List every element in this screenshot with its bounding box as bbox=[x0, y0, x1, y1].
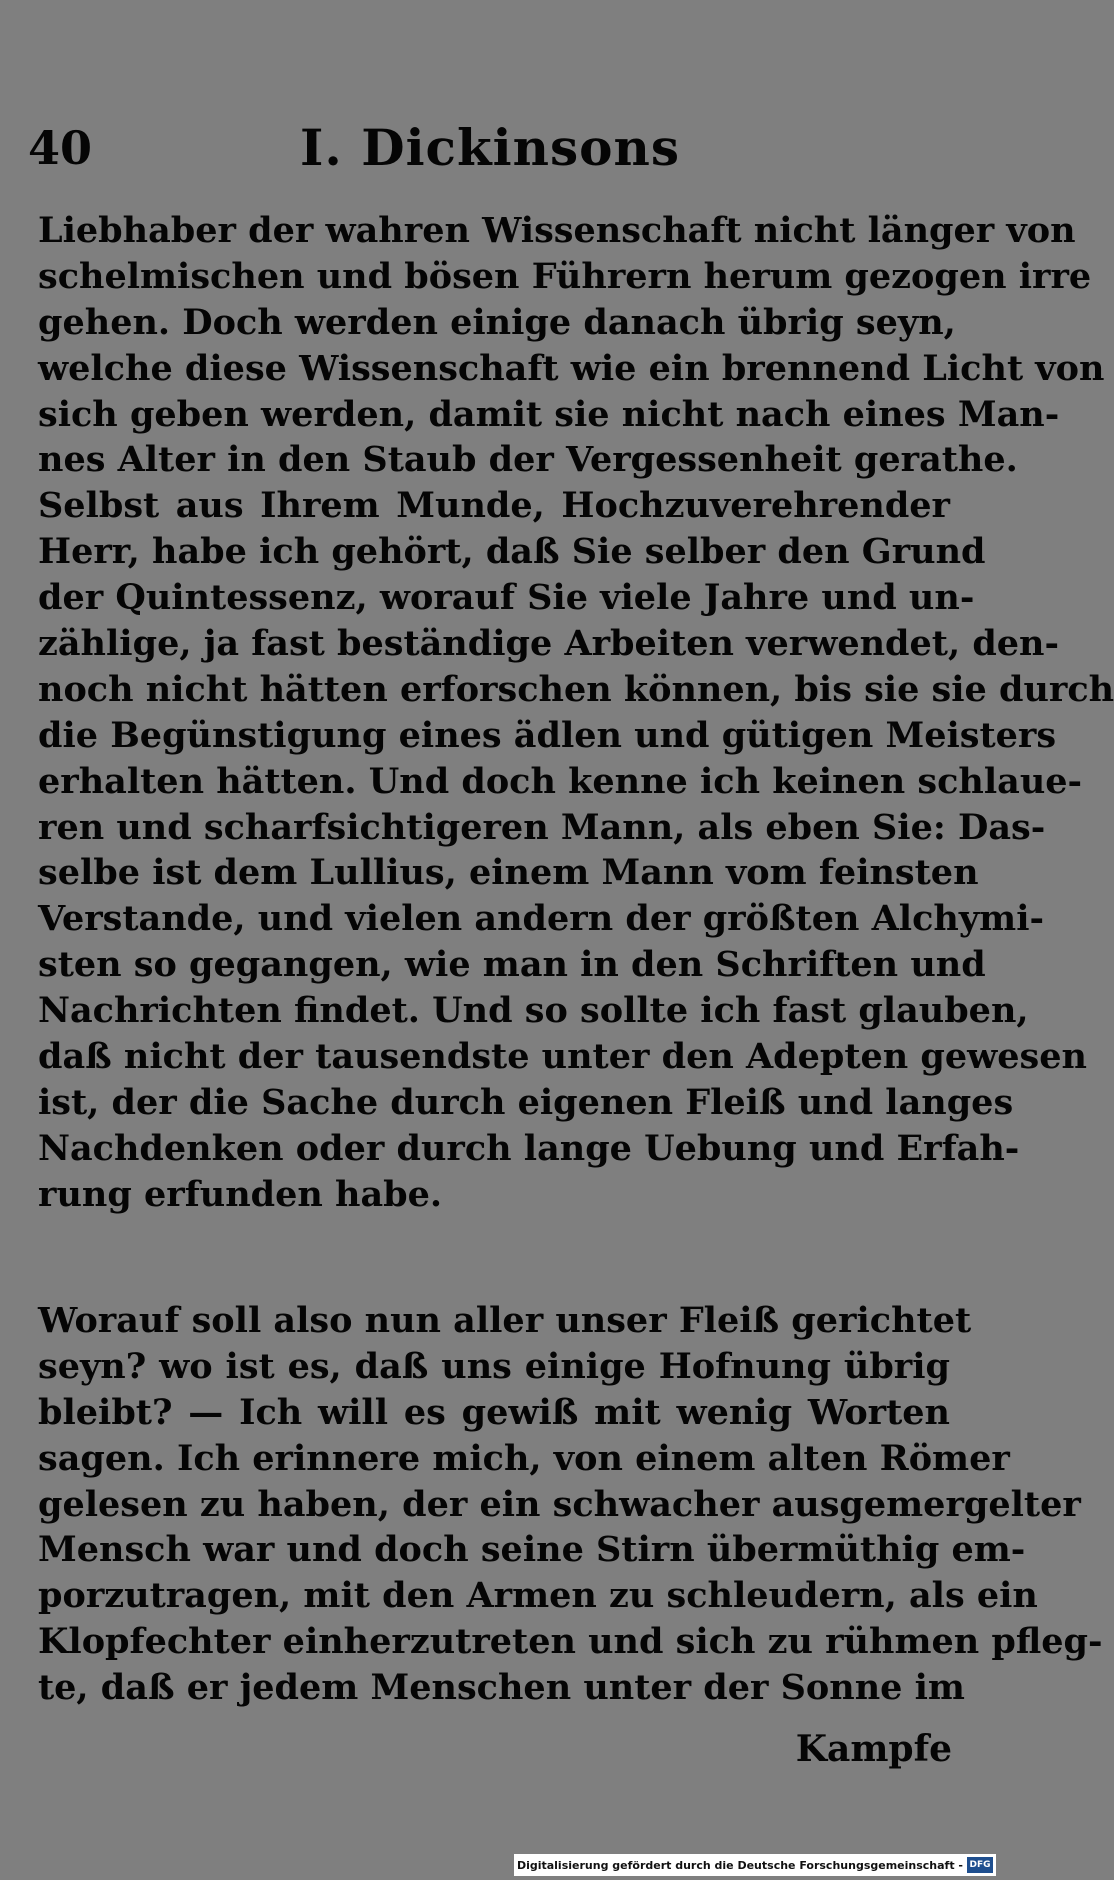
text-line: seyn? wo ist es, daß uns einige Hofnung übrig bbox=[38, 1345, 950, 1387]
text-line: bleibt? — Ich will es gewiß mit wenig Worten bbox=[38, 1391, 950, 1433]
text-line: zählige, ja fast beständige Arbeiten verwendet, den- bbox=[38, 623, 1060, 665]
dfg-logo-icon: DFG bbox=[967, 1857, 993, 1873]
text-line: sich geben werden, damit sie nicht nach eines Man- bbox=[38, 393, 1060, 435]
running-head: I. Dickinsons bbox=[300, 118, 680, 177]
text-line: sagen. Ich erinnere mich, von einem alten Römer bbox=[38, 1437, 1010, 1479]
text-line: Liebhaber der wahren Wissenschaft nicht länger von bbox=[38, 210, 1076, 251]
text-line: schelmischen und bösen Führern herum gezogen irre bbox=[38, 255, 1092, 297]
text-line: daß nicht der tausendste unter den Adepten gewesen bbox=[38, 1036, 1087, 1078]
text-line: Selbst aus Ihrem Munde, Hochzuverehrender bbox=[38, 485, 950, 527]
text-line: Nachdenken oder durch lange Uebung und Erfah- bbox=[38, 1127, 1020, 1169]
footer-text: Digitalisierung gefördert durch die Deutsche Forschungsgemeinschaft - bbox=[516, 1858, 963, 1872]
text-line: Herr, habe ich gehört, daß Sie selber den Grund bbox=[38, 531, 986, 573]
paragraph-1 bbox=[38, 208, 1114, 1218]
text-line: porzutragen, mit den Armen zu schleudern, als ein bbox=[38, 1575, 1038, 1617]
text-line: Nachrichten findet. Und so sollte ich fast glauben, bbox=[38, 990, 1029, 1032]
text-line: selbe ist dem Lullius, einem Mann vom feinsten bbox=[38, 852, 979, 894]
text-line: Verstande, und vielen andern der größten Alchymi- bbox=[38, 898, 1045, 940]
text-line: die Begünstigung eines ädlen und gütigen Meisters bbox=[38, 714, 1057, 756]
text-line: gehen. Doch werden einige danach übrig seyn, bbox=[38, 301, 956, 343]
page-number: 40 bbox=[28, 121, 93, 175]
text-line: welche diese Wissenschaft wie ein brennend Licht von bbox=[38, 347, 1105, 389]
text-line: noch nicht hätten erforschen können, bis sie sie durch bbox=[38, 668, 1114, 710]
text-line: rung erfunden habe. bbox=[38, 1173, 443, 1215]
text-line: te, daß er jedem Menschen unter der Sonne im bbox=[38, 1667, 965, 1709]
text-line: sten so gegangen, wie man in den Schriften und bbox=[38, 944, 986, 986]
page-header bbox=[28, 118, 788, 178]
text-line: Mensch war und doch seine Stirn übermüthig em- bbox=[38, 1529, 1026, 1571]
text-line: erhalten hätten. Und doch kenne ich keinen schlaue- bbox=[38, 760, 1083, 802]
text-line: Worauf soll also nun aller unser Fleiß gerichtet bbox=[38, 1300, 972, 1341]
text-line: gelesen zu haben, der ein schwacher ausgemergelter bbox=[38, 1483, 1081, 1525]
catchword: Kampfe bbox=[795, 1728, 952, 1770]
text-line: ist, der die Sache durch eigenen Fleiß und langes bbox=[38, 1081, 1014, 1123]
digitization-footer bbox=[514, 1854, 996, 1876]
text-line: der Quintessenz, worauf Sie viele Jahre und un- bbox=[38, 577, 975, 619]
text-line: nes Alter in den Staub der Vergessenheit gerathe. bbox=[38, 439, 1018, 481]
paragraph-2 bbox=[38, 1298, 1103, 1711]
text-line: Klopfechter einherzutreten und sich zu rühmen pfleg- bbox=[38, 1621, 1103, 1663]
text-line: ren und scharfsichtigeren Mann, als eben Sie: Das- bbox=[38, 806, 1046, 848]
